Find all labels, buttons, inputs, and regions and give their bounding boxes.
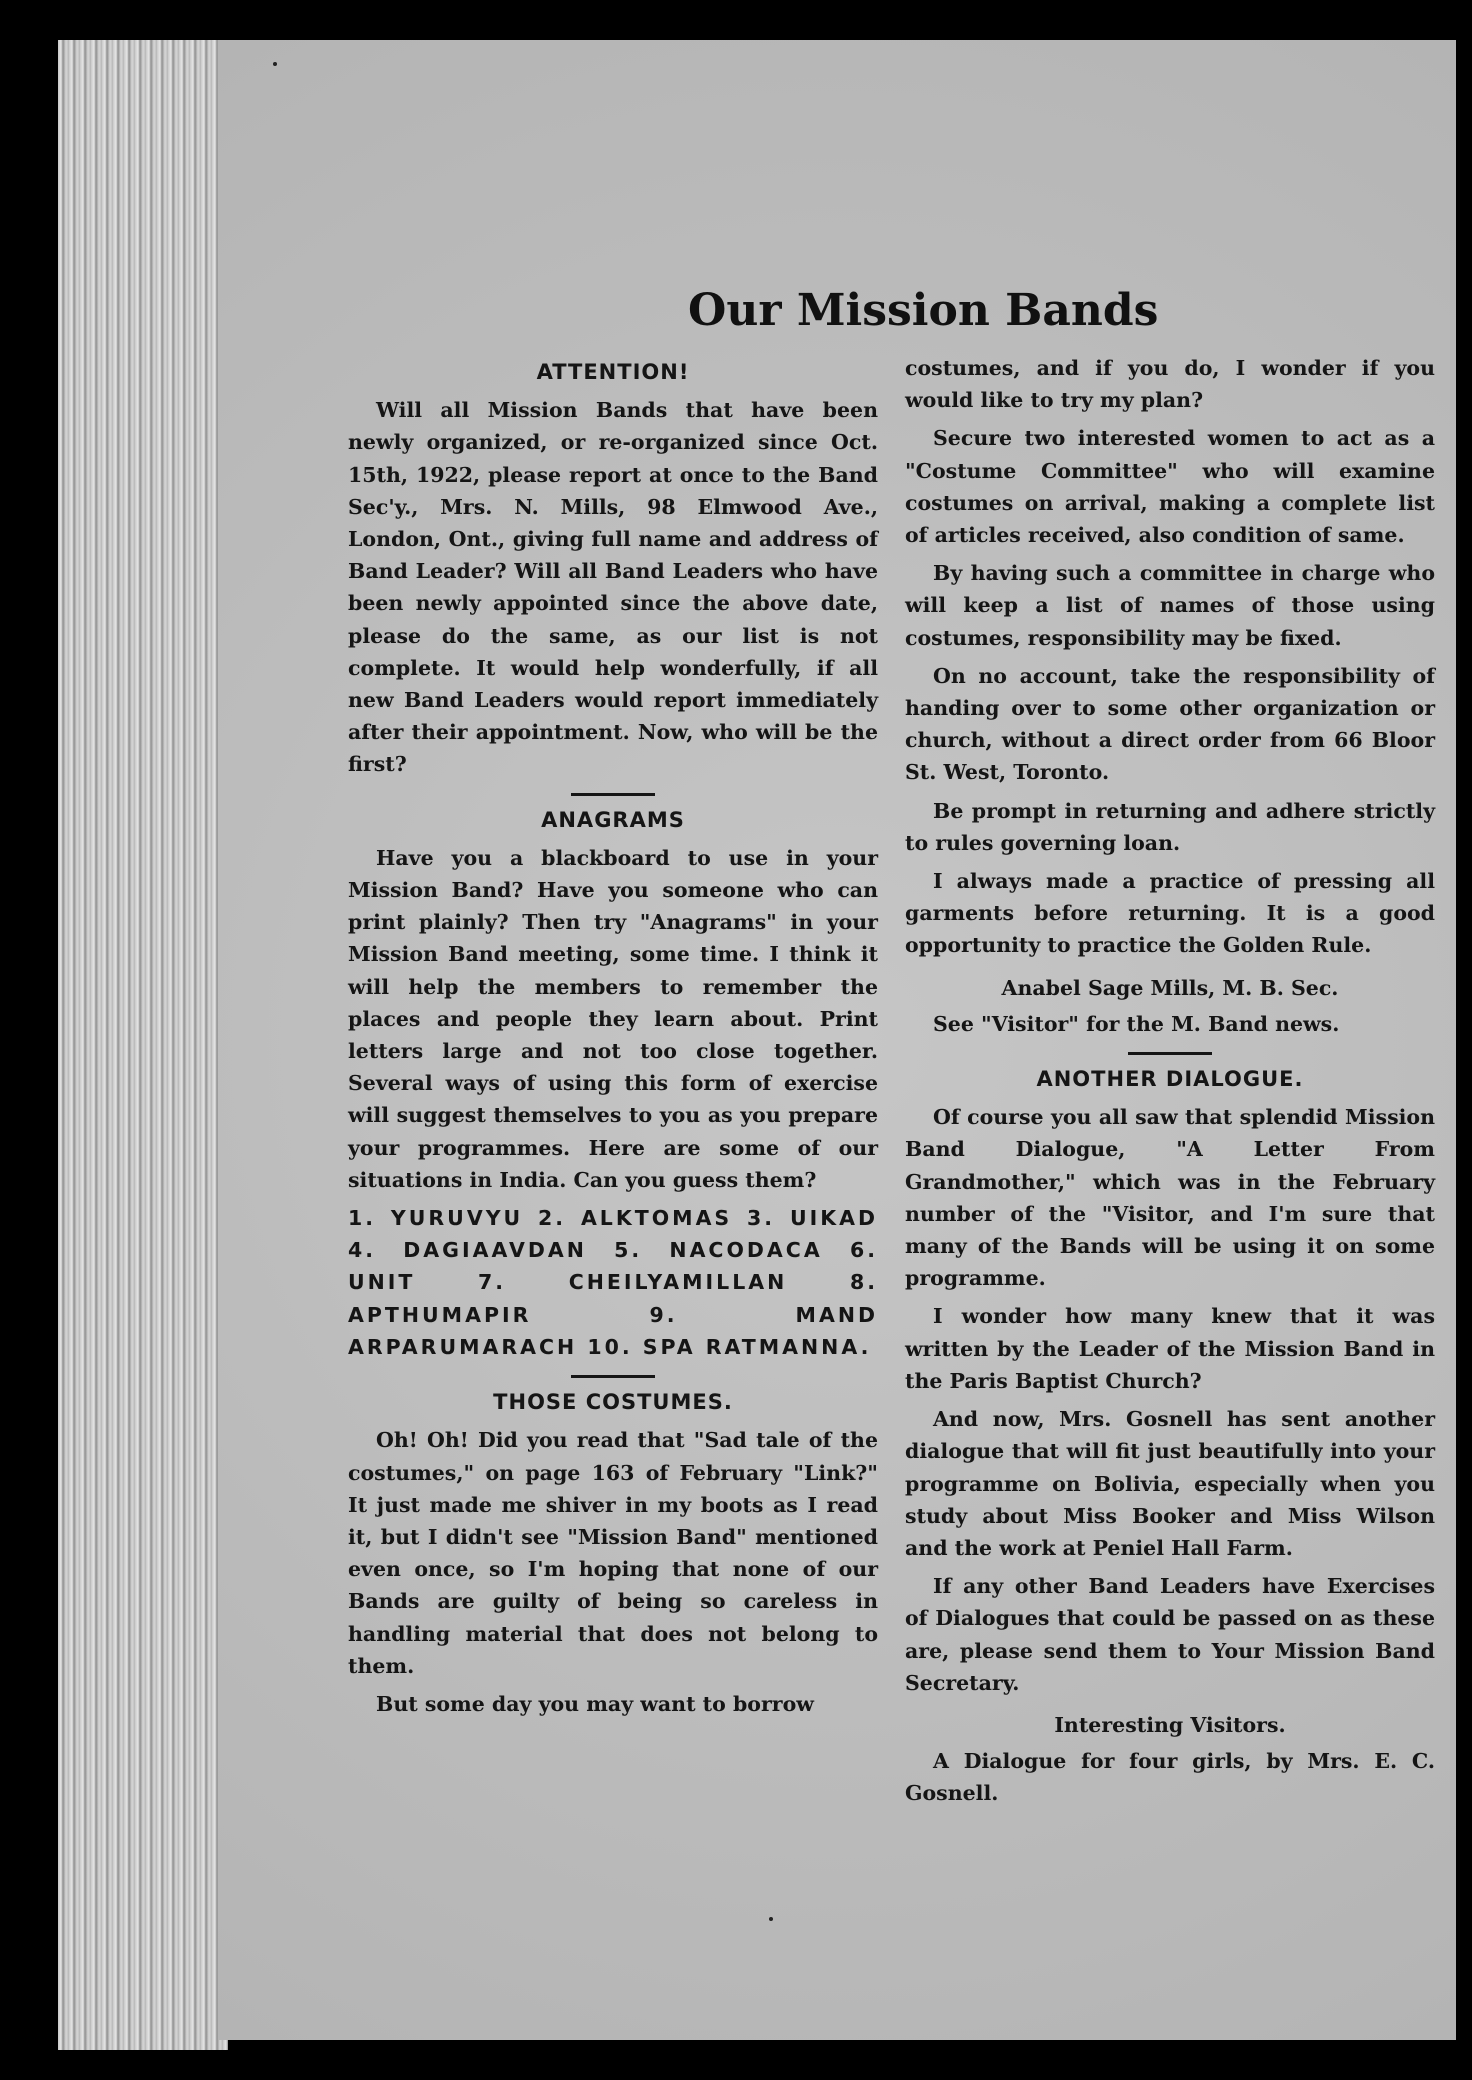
right-column [905, 352, 1435, 1816]
costumes-paragraph: But some day you may want to borrow [376, 1691, 814, 1716]
dialogue-paragraph: Of course you all saw that splendid Mission Band Dialogue, "A Letter From Grandmother," which was in the February number of the "Visitor, and I'm sure that many of the Bands will be using it on some programme. [905, 1105, 1435, 1291]
visitor-note: See "Visitor" for the M. Band news. [933, 1011, 1340, 1036]
anagrams-body: Have you a blackboard to use in your Mission Band? Have you someone who can print plainly? Then try "Anagrams" in your Mission Band meeting, some time. I think it will help the members to remember the places and people they learn about. Print letters large and not too close together. Several ways of using this form of exercise will suggest themselves to you as you prepare your programmes. Here are some of our situations in India. Can you guess them? [348, 845, 878, 1192]
signature: Anabel Sage Mills, M. B. Sec. [1001, 975, 1339, 1000]
page-edges [58, 40, 228, 2050]
anagrams-heading: ANAGRAMS [541, 807, 685, 832]
interesting-visitors-subheading: Interesting Visitors. [1054, 1712, 1286, 1737]
dialogue-paragraph: If any other Band Leaders have Exercises of Dialogues that could be passed on as these are, please send them to Your Mission Band Secretary. [905, 1574, 1435, 1695]
dialogue-heading: ANOTHER DIALOGUE. [1036, 1067, 1304, 1092]
section-divider [1128, 1052, 1212, 1055]
costumes-heading: THOSE COSTUMES. [493, 1390, 733, 1415]
scan-speck [273, 62, 277, 66]
costumes-paragraph: Be prompt in returning and adhere strictly to rules governing loan. [905, 798, 1435, 855]
attention-body: Will all Mission Bands that have been newly organized, or re-organized since Oct. 15th, 1922, please report at once to the Band Sec'y., Mrs. N. Mills, 98 Elmwood Ave., London, Ont., giving full name and address of Band Leader? Will all Band Leaders who have been newly appointed since the above date, please do the same, as our list is not complete. It would help wonderfully, if all new Band Leaders would report immediately after their appointment. Now, who will be the first? [348, 398, 878, 777]
costumes-paragraph: On no account, take the responsibility of handing over to some other organization or church, without a direct order from 66 Bloor St. West, Toronto. [905, 663, 1435, 785]
dialogue-paragraph: I wonder how many knew that it was written by the Leader of the Mission Band in the Paris Baptist Church? [905, 1304, 1435, 1393]
dialogue-paragraph: And now, Mrs. Gosnell has sent another dialogue that will fit just beautifully into your programme on Bolivia, especially when you study about Miss Booker and Miss Wilson and the work at Peniel Hall Farm. [905, 1407, 1435, 1560]
costumes-paragraph: Secure two interested women to act as a "Costume Committee" who will examine costumes on arrival, making a complete list of articles received, also condition of same. [905, 426, 1435, 548]
anagram-list: 1. YURUVYU 2. ALKTOMAS 3. UIKAD 4. DAGIAAVDAN 5. NACODACA 6. UNIT 7. CHEILYAMILLAN 8. APTHUMAPIR 9. MAND ARPARUMARACH 10. SPA RATMANNA. [348, 1206, 878, 1359]
section-divider [571, 793, 655, 796]
dialogue-paragraph: A Dialogue for four girls, by Mrs. E. C. Gosnell. [905, 1749, 1435, 1806]
left-column [348, 352, 878, 1726]
costumes-paragraph: Oh! Oh! Did you read that "Sad tale of the costumes," on page 163 of February "Link?" It just made me shiver in my boots as I read it, but I didn't see "Mission Band" mentioned even once, so I'm hoping that none of our Bands are guilty of being so careless in handling material that does not belong to them. [348, 1428, 878, 1678]
attention-heading: ATTENTION! [536, 360, 690, 384]
scan-speck [769, 1917, 773, 1921]
costumes-continued: costumes, and if you do, I wonder if you would like to try my plan? [905, 356, 1435, 413]
section-divider [571, 1375, 655, 1378]
masthead-title: Our Mission Bands [688, 285, 1159, 336]
costumes-paragraph: I always made a practice of pressing all garments before returning. It is a good opportunity to practice the Golden Rule. [905, 869, 1435, 958]
costumes-paragraph: By having such a committee in charge who will keep a list of names of those using costumes, responsibility may be fixed. [905, 561, 1435, 650]
